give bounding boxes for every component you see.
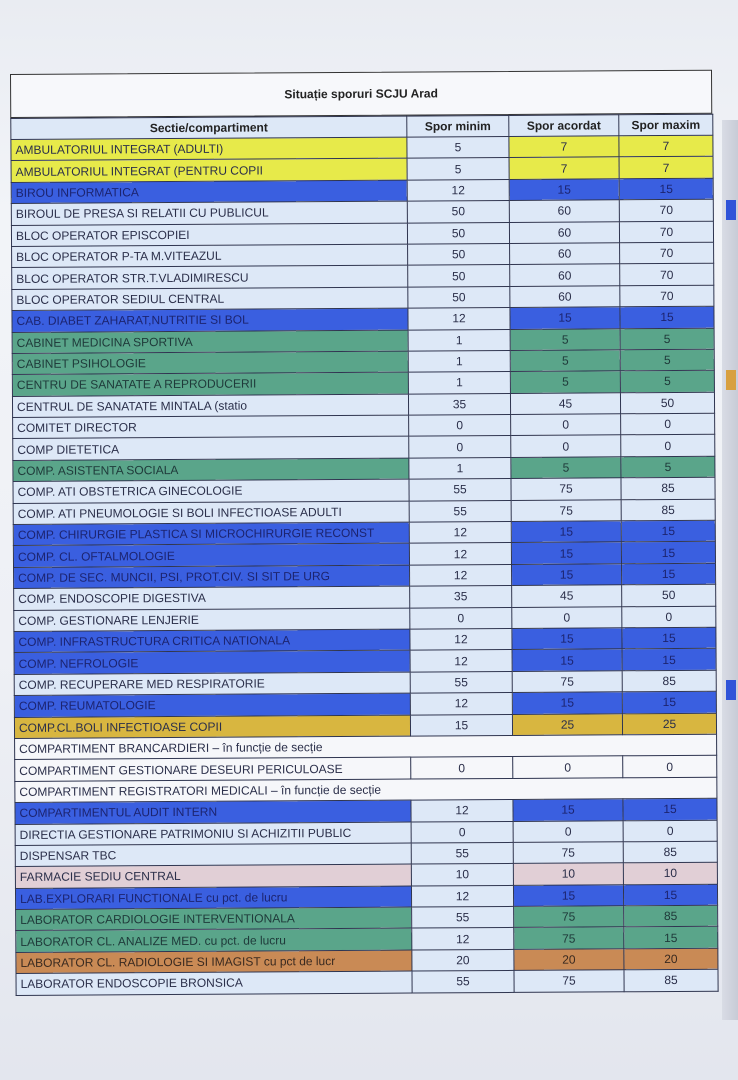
cell-spor-acordat: 0 (513, 756, 623, 778)
cell-sectie: COMP. REUMATOLOGIE (14, 693, 410, 717)
cell-spor-maxim: 85 (621, 477, 715, 499)
table-row (16, 969, 718, 995)
cell-spor-maxim: 70 (619, 199, 713, 221)
cell-sectie: BLOC OPERATOR STR.T.VLADIMIRESCU (12, 265, 408, 289)
cell-spor-acordat: 7 (509, 157, 619, 179)
cell-spor-acordat: 60 (510, 264, 620, 286)
cell-spor-acordat: 15 (511, 521, 621, 543)
cell-sectie: BLOC OPERATOR P-TA M.VITEAZUL (12, 244, 408, 268)
edge-color-mark (726, 370, 736, 390)
cell-spor-minim: 12 (410, 650, 512, 672)
cell-spor-maxim: 70 (620, 285, 714, 307)
cell-spor-maxim: 85 (623, 841, 717, 863)
cell-sectie: COMPARTIMENT GESTIONARE DESEURI PERICULOASE (15, 757, 411, 781)
cell-spor-maxim: 15 (623, 884, 717, 906)
cell-spor-maxim: 85 (622, 670, 716, 692)
cell-sectie: COMP. GESTIONARE LENJERIE (14, 608, 410, 632)
cell-sectie: COMPARTIMENT REGISTRATORI MEDICALI – în funcție de secție (15, 777, 717, 803)
cell-spor-minim: 12 (407, 179, 509, 201)
cell-sectie: COMPARTIMENT BRANCARDIERI – în funcție de secție (15, 734, 717, 760)
cell-spor-minim: 55 (411, 842, 513, 864)
cell-spor-acordat: 15 (513, 799, 623, 821)
cell-spor-minim: 50 (407, 222, 509, 244)
cell-sectie: COMP. DE SEC. MUNCII, PSI, PROT.CIV. SI SIT DE URG (14, 565, 410, 589)
cell-spor-minim: 55 (409, 479, 511, 501)
header-sectie: Sectie/compartiment (11, 116, 407, 139)
cell-sectie: COMP DIETETICA (13, 437, 409, 461)
cell-spor-acordat: 5 (510, 350, 620, 372)
cell-spor-maxim: 0 (621, 435, 715, 457)
cell-spor-maxim: 15 (623, 798, 717, 820)
cell-spor-minim: 0 (411, 821, 513, 843)
cell-spor-maxim: 15 (624, 927, 718, 949)
cell-spor-minim: 5 (407, 136, 509, 158)
cell-spor-minim: 35 (408, 393, 510, 415)
cell-spor-minim: 0 (410, 607, 512, 629)
cell-sectie: CABINET PSIHOLOGIE (12, 351, 408, 375)
cell-spor-minim: 12 (409, 543, 511, 565)
cell-sectie: FARMACIE SEDIU CENTRAL (15, 864, 411, 888)
cell-spor-maxim: 5 (620, 370, 714, 392)
cell-spor-maxim: 15 (622, 691, 716, 713)
cell-spor-minim: 50 (408, 265, 510, 287)
cell-spor-maxim: 85 (624, 905, 718, 927)
cell-spor-minim: 50 (408, 243, 510, 265)
cell-spor-maxim: 0 (622, 606, 716, 628)
cell-spor-maxim: 70 (620, 264, 714, 286)
cell-spor-minim: 35 (410, 586, 512, 608)
cell-sectie: LAB.EXPLORARI FUNCTIONALE cu pct. de lucru (15, 886, 411, 910)
cell-sectie: DIRECTIA GESTIONARE PATRIMONIU SI ACHIZITII PUBLIC (15, 822, 411, 846)
cell-spor-maxim: 10 (623, 862, 717, 884)
cell-spor-maxim: 70 (619, 221, 713, 243)
cell-spor-maxim: 15 (622, 627, 716, 649)
cell-spor-maxim: 7 (619, 157, 713, 179)
cell-spor-acordat: 0 (513, 820, 623, 842)
cell-spor-acordat: 15 (511, 542, 621, 564)
cell-spor-maxim: 5 (621, 456, 715, 478)
cell-spor-acordat: 75 (514, 906, 624, 928)
cell-sectie: COMPARTIMENTUL AUDIT INTERN (15, 800, 411, 824)
cell-spor-acordat: 45 (512, 585, 622, 607)
cell-spor-maxim: 50 (620, 392, 714, 414)
cell-spor-acordat: 75 (514, 927, 624, 949)
edge-color-mark (726, 200, 736, 220)
cell-sectie: BIROUL DE PRESA SI RELATII CU PUBLICUL (11, 201, 407, 225)
cell-spor-maxim: 85 (624, 969, 718, 991)
cell-spor-acordat: 25 (512, 713, 622, 735)
cell-spor-minim: 55 (409, 500, 511, 522)
cell-sectie: COMP. ATI OBSTETRICA GINECOLOGIE (13, 479, 409, 503)
cell-spor-maxim: 0 (623, 820, 717, 842)
cell-spor-acordat: 15 (512, 564, 622, 586)
cell-spor-acordat: 75 (511, 499, 621, 521)
cell-spor-minim: 0 (411, 757, 513, 779)
cell-spor-maxim: 15 (622, 649, 716, 671)
cell-spor-acordat: 7 (509, 136, 619, 158)
cell-spor-minim: 15 (410, 714, 512, 736)
cell-spor-minim: 5 (407, 158, 509, 180)
cell-sectie: LABORATOR CARDIOLOGIE INTERVENTIONALA (16, 907, 412, 931)
cell-spor-acordat: 15 (510, 307, 620, 329)
cell-spor-acordat: 15 (512, 692, 622, 714)
cell-spor-minim: 12 (411, 885, 513, 907)
cell-sectie: LABORATOR ENDOSCOPIE BRONSICA (16, 971, 412, 995)
cell-sectie: BIROU INFORMATICA (11, 180, 407, 204)
cell-spor-acordat: 60 (510, 286, 620, 308)
cell-spor-maxim: 15 (621, 542, 715, 564)
cell-spor-acordat: 15 (512, 628, 622, 650)
cell-spor-acordat: 5 (511, 457, 621, 479)
cell-spor-maxim: 5 (620, 349, 714, 371)
cell-spor-minim: 1 (409, 457, 511, 479)
cell-spor-maxim: 7 (619, 135, 713, 157)
cell-spor-maxim: 15 (622, 563, 716, 585)
cell-spor-acordat: 0 (511, 435, 621, 457)
cell-spor-acordat: 75 (513, 842, 623, 864)
cell-spor-minim: 12 (410, 693, 512, 715)
cell-spor-minim: 1 (408, 350, 510, 372)
table-title: Situație sporuri SCJU Arad (10, 70, 712, 118)
header-spor-minim: Spor minim (407, 115, 509, 137)
cell-spor-maxim: 15 (621, 520, 715, 542)
table-body (11, 135, 718, 995)
cell-spor-acordat: 15 (509, 179, 619, 201)
cell-sectie: CAB. DIABET ZAHARAT,NUTRITIE SI BOL (12, 308, 408, 332)
cell-sectie: AMBULATORIUL INTEGRAT (PENTRU COPII (11, 158, 407, 182)
cell-spor-maxim: 15 (620, 306, 714, 328)
cell-spor-minim: 12 (410, 564, 512, 586)
cell-spor-maxim: 25 (622, 713, 716, 735)
cell-spor-acordat: 5 (510, 371, 620, 393)
cell-sectie: COMP. CL. OFTALMOLOGIE (13, 543, 409, 567)
cell-sectie: LABORATOR CL. RADIOLOGIE SI IMAGIST cu pct de lucr (16, 950, 412, 974)
cell-sectie: COMP. ENDOSCOPIE DIGESTIVA (14, 586, 410, 610)
cell-spor-acordat: 60 (509, 221, 619, 243)
cell-spor-maxim: 85 (621, 499, 715, 521)
cell-spor-minim: 1 (408, 329, 510, 351)
cell-sectie: BLOC OPERATOR SEDIUL CENTRAL (12, 287, 408, 311)
cell-spor-maxim: 5 (620, 328, 714, 350)
cell-sectie: CENTRUL DE SANATATE MINTALA (statio (12, 394, 408, 418)
header-spor-acordat: Spor acordat (509, 115, 619, 137)
cell-spor-acordat: 60 (509, 200, 619, 222)
cell-sectie: CABINET MEDICINA SPORTIVA (12, 330, 408, 354)
cell-sectie: COMP.CL.BOLI INFECTIOASE COPII (14, 715, 410, 739)
cell-spor-acordat: 75 (511, 478, 621, 500)
cell-sectie: COMP. CHIRURGIE PLASTICA SI MICROCHIRURGIE RECONST (13, 522, 409, 546)
adjacent-sheet-edge (722, 120, 738, 1020)
cell-spor-minim: 1 (408, 372, 510, 394)
cell-spor-minim: 12 (412, 928, 514, 950)
cell-spor-acordat: 75 (512, 671, 622, 693)
cell-sectie: COMP. INFRASTRUCTURA CRITICA NATIONALA (14, 629, 410, 653)
cell-spor-minim: 12 (408, 308, 510, 330)
cell-spor-acordat: 0 (512, 606, 622, 628)
cell-sectie: COMP. ASISTENTA SOCIALA (13, 458, 409, 482)
cell-sectie: DISPENSAR TBC (15, 843, 411, 867)
cell-spor-maxim: 50 (622, 584, 716, 606)
cell-spor-maxim: 0 (623, 756, 717, 778)
cell-spor-acordat: 5 (510, 328, 620, 350)
cell-spor-acordat: 45 (510, 392, 620, 414)
cell-spor-minim: 50 (408, 286, 510, 308)
spreadsheet-sheet (10, 70, 721, 996)
cell-sectie: COMP. RECUPERARE MED RESPIRATORIE (14, 672, 410, 696)
cell-spor-acordat: 75 (514, 970, 624, 992)
cell-sectie: COMITET DIRECTOR (13, 415, 409, 439)
cell-spor-acordat: 15 (512, 649, 622, 671)
cell-spor-acordat: 0 (511, 414, 621, 436)
cell-spor-minim: 0 (409, 436, 511, 458)
cell-spor-minim: 10 (411, 864, 513, 886)
cell-spor-maxim: 70 (620, 242, 714, 264)
cell-sectie: COMP. NEFROLOGIE (14, 650, 410, 674)
cell-spor-maxim: 15 (619, 178, 713, 200)
cell-spor-minim: 55 (412, 907, 514, 929)
cell-sectie: CENTRU DE SANATATE A REPRODUCERII (12, 372, 408, 396)
cell-sectie: COMP. ATI PNEUMOLOGIE SI BOLI INFECTIOASE ADULTI (13, 501, 409, 525)
edge-color-mark (726, 680, 736, 700)
cell-spor-acordat: 20 (514, 949, 624, 971)
cell-spor-acordat: 15 (513, 884, 623, 906)
sporuri-table (10, 114, 718, 996)
cell-spor-minim: 55 (412, 971, 514, 993)
cell-spor-minim: 12 (410, 628, 512, 650)
cell-spor-minim: 12 (411, 800, 513, 822)
cell-sectie: LABORATOR CL. ANALIZE MED. cu pct. de lucru (16, 929, 412, 953)
cell-spor-minim: 50 (407, 201, 509, 223)
cell-spor-minim: 20 (412, 949, 514, 971)
cell-spor-minim: 0 (409, 415, 511, 437)
cell-spor-acordat: 60 (510, 243, 620, 265)
cell-spor-minim: 12 (409, 521, 511, 543)
header-spor-maxim: Spor maxim (619, 114, 713, 136)
cell-spor-minim: 55 (410, 671, 512, 693)
cell-sectie: AMBULATORIUL INTEGRAT (ADULTI) (11, 137, 407, 161)
cell-spor-maxim: 20 (624, 948, 718, 970)
cell-spor-maxim: 0 (621, 413, 715, 435)
cell-sectie: BLOC OPERATOR EPISCOPIEI (11, 223, 407, 247)
cell-spor-acordat: 10 (513, 863, 623, 885)
